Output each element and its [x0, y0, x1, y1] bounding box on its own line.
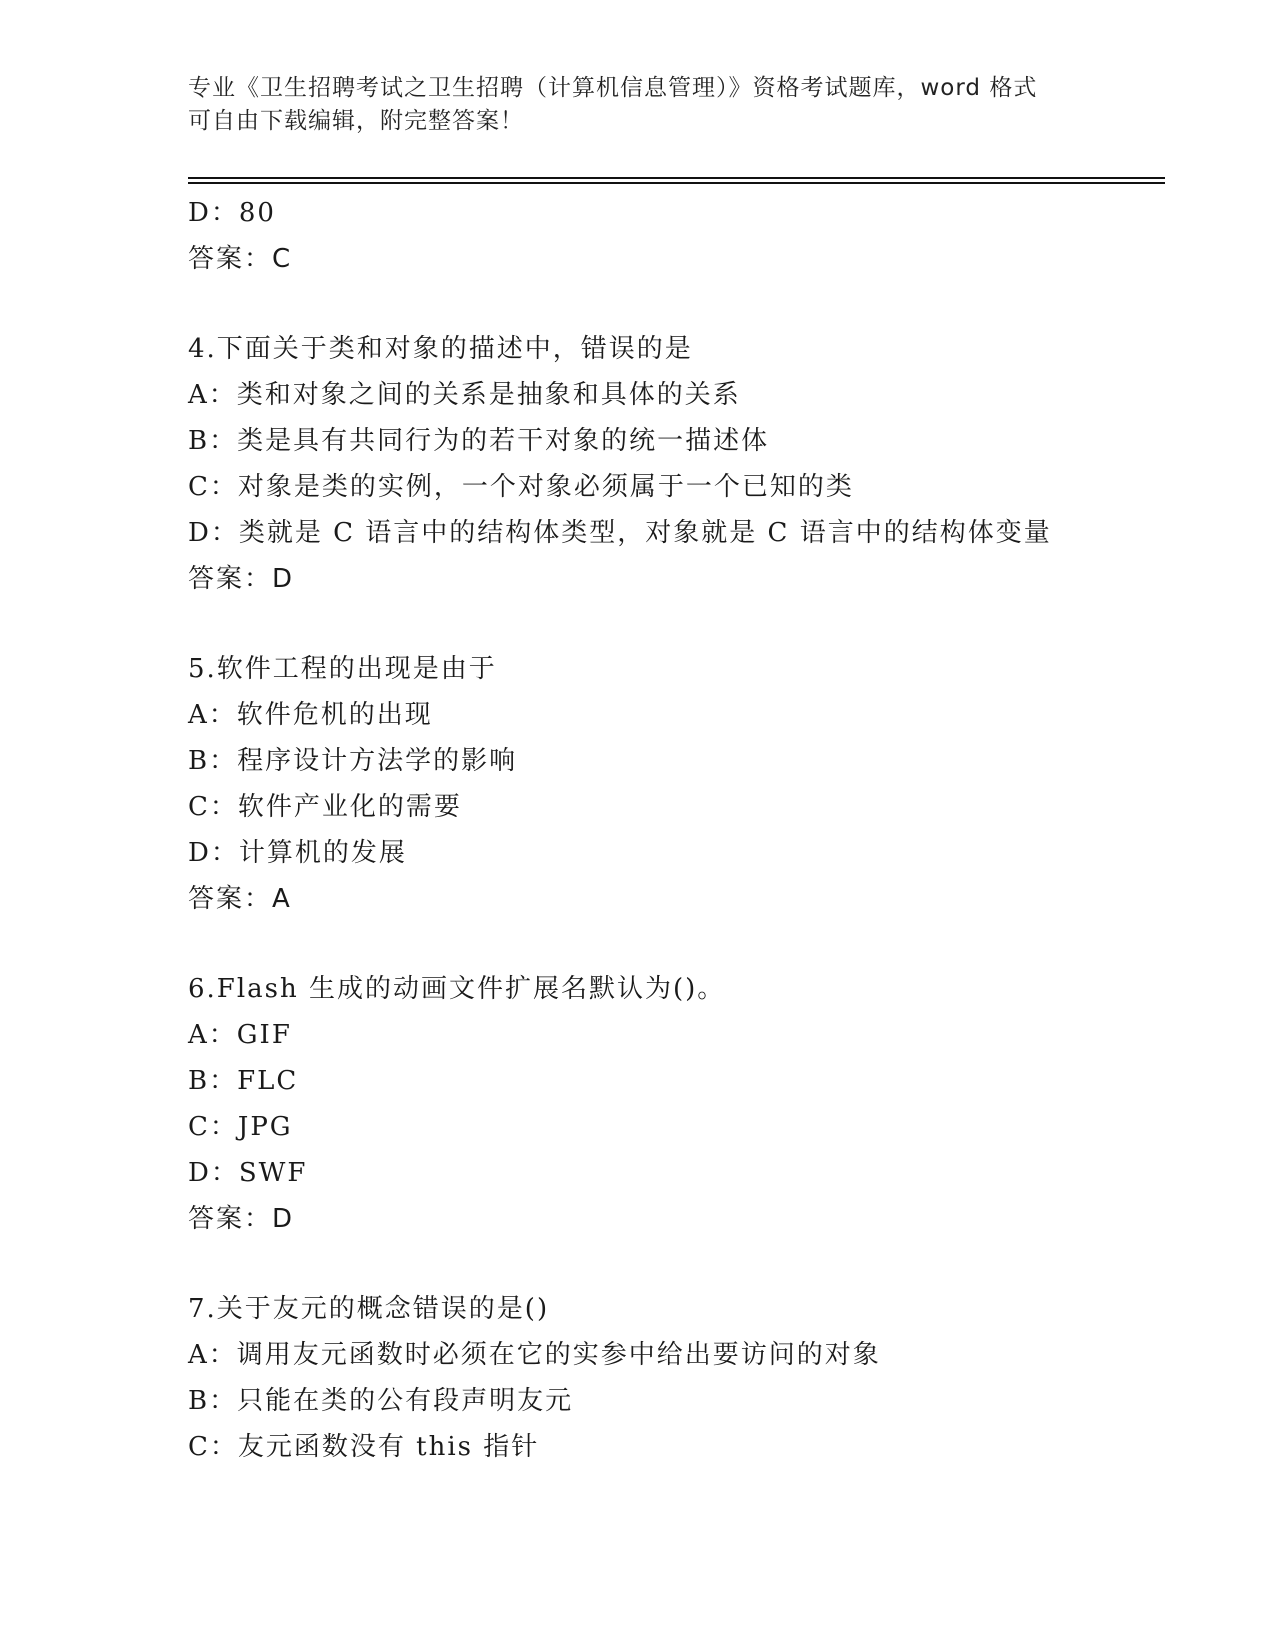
option-text: C：对象是类的实例，一个对象必须属于一个已知的类	[188, 472, 854, 502]
answer-text: 答案：A	[188, 884, 292, 914]
block-spacer	[188, 922, 1148, 966]
answer-text: 答案：D	[188, 564, 295, 594]
option-text: D：计算机的发展	[188, 838, 407, 868]
question-text: 5.软件工程的出现是由于	[188, 654, 497, 684]
header-line-1: 专业《卫生招聘考试之卫生招聘（计算机信息管理）》资格考试题库，word 格式	[188, 75, 1038, 101]
question-text: 4.下面关于类和对象的描述中，错误的是	[188, 334, 693, 364]
answer-text: 答案：D	[188, 1204, 295, 1234]
block-spacer	[188, 602, 1148, 646]
question-text: 7.关于友元的概念错误的是()	[188, 1294, 550, 1324]
question-block	[188, 190, 1148, 282]
option-text: C：JPG	[188, 1112, 293, 1142]
question-block	[188, 1286, 1148, 1470]
question-block	[188, 646, 1148, 922]
header-line-2: 可自由下载编辑，附完整答案！	[188, 108, 524, 134]
header-divider-top	[188, 177, 1165, 179]
document-header	[188, 72, 1078, 138]
question-list	[188, 190, 1148, 1470]
option-text: A：软件危机的出现	[188, 700, 433, 730]
option-text: D：类就是 C 语言中的结构体类型，对象就是 C 语言中的结构体变量	[188, 518, 1052, 548]
option-text: D：SWF	[188, 1158, 308, 1188]
option-text: A：类和对象之间的关系是抽象和具体的关系	[188, 380, 741, 410]
option-text: C：友元函数没有 this 指针	[188, 1432, 540, 1462]
option-text: A：GIF	[188, 1020, 292, 1050]
block-spacer	[188, 282, 1148, 326]
question-text: 6.Flash 生成的动画文件扩展名默认为()。	[188, 974, 726, 1004]
option-text: B：类是具有共同行为的若干对象的统一描述体	[188, 426, 770, 456]
answer-text: 答案：C	[188, 244, 293, 274]
question-block	[188, 326, 1148, 602]
option-text: B：FLC	[188, 1066, 299, 1096]
option-text: B：程序设计方法学的影响	[188, 746, 518, 776]
option-text: B：只能在类的公有段声明友元	[188, 1386, 574, 1416]
option-text: D：80	[188, 198, 276, 228]
option-text: A：调用友元函数时必须在它的实参中给出要访问的对象	[188, 1340, 881, 1370]
option-text: C：软件产业化的需要	[188, 792, 462, 822]
question-block	[188, 966, 1148, 1242]
header-divider-bottom	[188, 182, 1165, 184]
block-spacer	[188, 1242, 1148, 1286]
